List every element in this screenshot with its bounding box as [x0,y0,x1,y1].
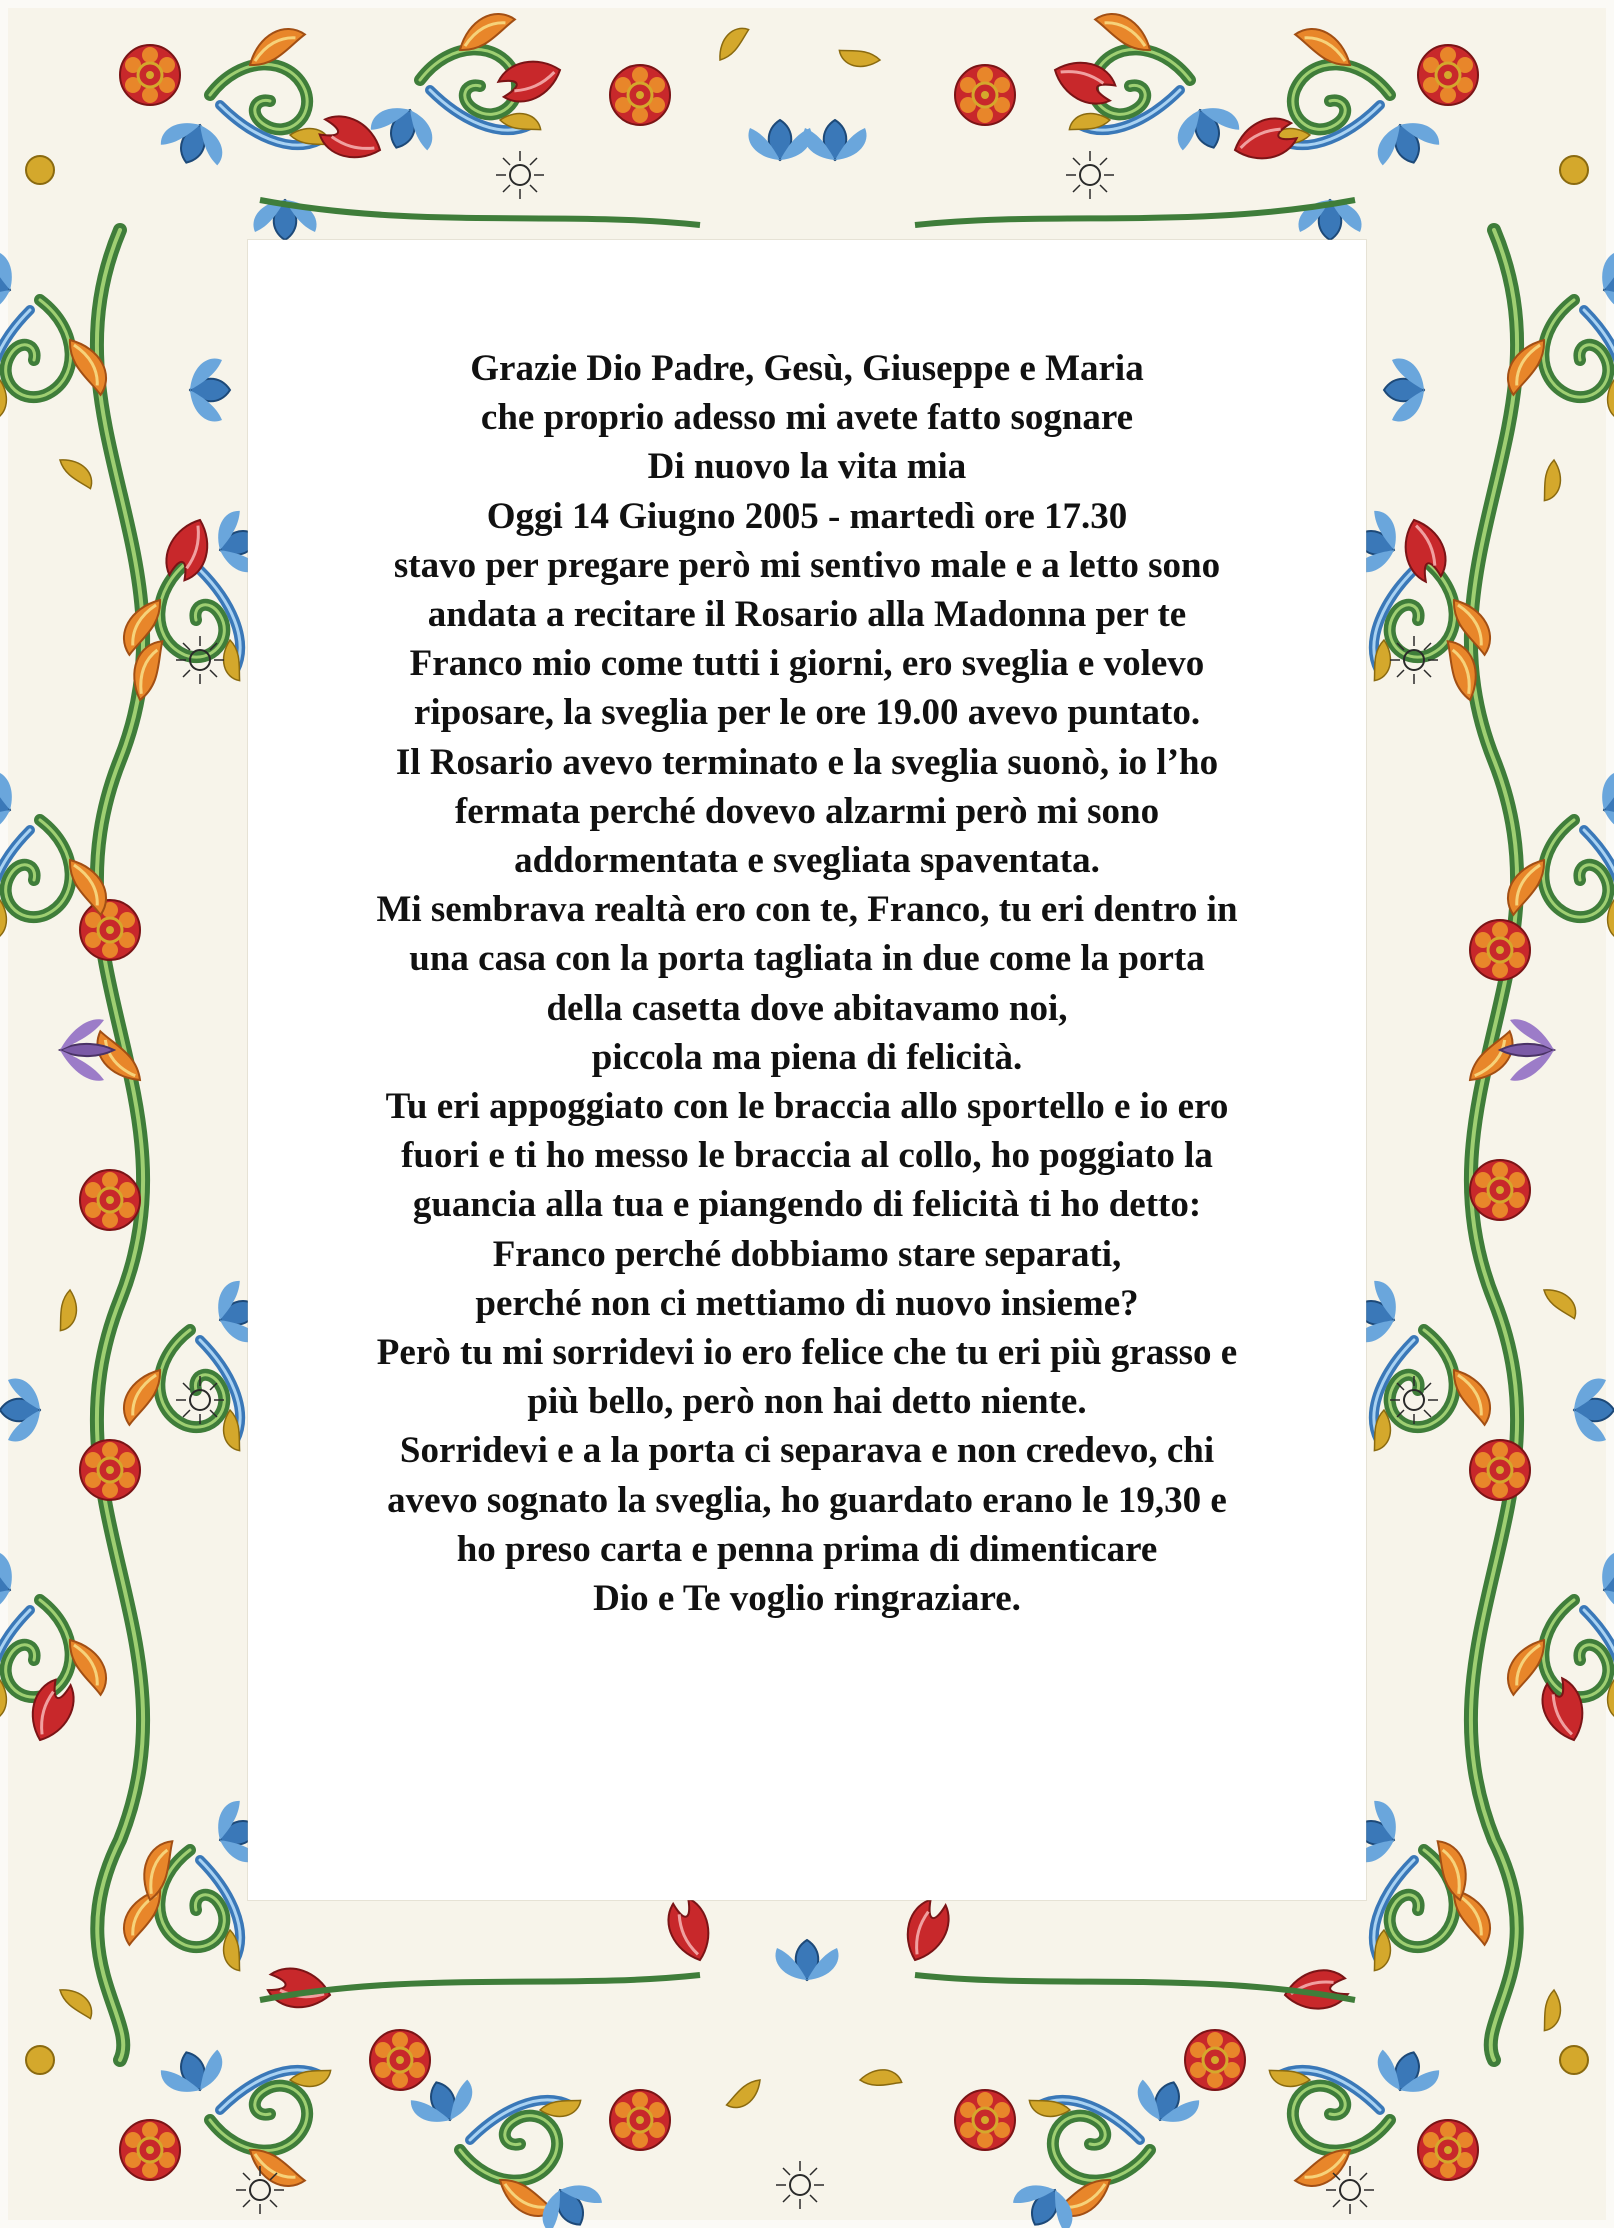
poem-line: più bello, però non hai detto niente. [527,1381,1087,1423]
poem-line: perché non ci mettiamo di nuovo insieme? [475,1282,1139,1324]
poem-line: piccola ma piena di felicità. [591,1036,1023,1078]
poem-line: ho preso carta e penna prima di dimenticare [456,1528,1158,1570]
poem-text [248,344,1366,1623]
poem-line: addormentata e svegliata spaventata. [514,840,1100,882]
poem-line: avevo sognato la sveglia, ho guardato erano le 19,30 e [387,1479,1227,1521]
poem-line: Tu eri appoggiato con le braccia allo sportello e io ero [385,1086,1229,1128]
poem-line: andata a recitare il Rosario alla Madonna per te [427,594,1187,636]
poem-line: Il Rosario avevo terminato e la sveglia suonò, io l’ho [395,741,1219,783]
poem-line: una casa con la porta tagliata in due come la porta [409,938,1205,980]
poem-line: Franco mio come tutti i giorni, ero sveglia e volevo [409,643,1205,685]
poem-line: stavo per pregare però mi sentivo male e a letto sono [393,544,1221,586]
poem-line: che proprio adesso mi avete fatto sognare [480,397,1134,439]
poem-line: Sorridevi e a la porta ci separava e non credevo, chi [399,1430,1215,1472]
poem-line: Oggi 14 Giugno 2005 - martedì ore 17.30 [486,495,1128,537]
poem-line: della casetta dove abitavamo noi, [546,987,1068,1029]
poem-line: Però tu mi sorridevi io ero felice che tu eri più grasso e [376,1332,1238,1374]
poem-line: guancia alla tua e piangendo di felicità ti ho detto: [412,1184,1202,1226]
poem-line: Dio e Te voglio ringraziare. [593,1578,1021,1620]
poem-line: Franco perché dobbiamo stare separati, [492,1233,1122,1275]
poem-line: riposare, la sveglia per le ore 19.00 avevo puntato. [413,692,1201,734]
poem-line: fuori e ti ho messo le braccia al collo, ho poggiato la [401,1135,1213,1177]
poem-line: Di nuovo la vita mia [647,446,967,488]
poem-line: fermata perché dovevo alzarmi però mi sono [454,790,1160,832]
poem-line: Grazie Dio Padre, Gesù, Giuseppe e Maria [470,348,1144,389]
poem-line: Mi sembrava realtà ero con te, Franco, tu eri dentro in [376,889,1238,931]
